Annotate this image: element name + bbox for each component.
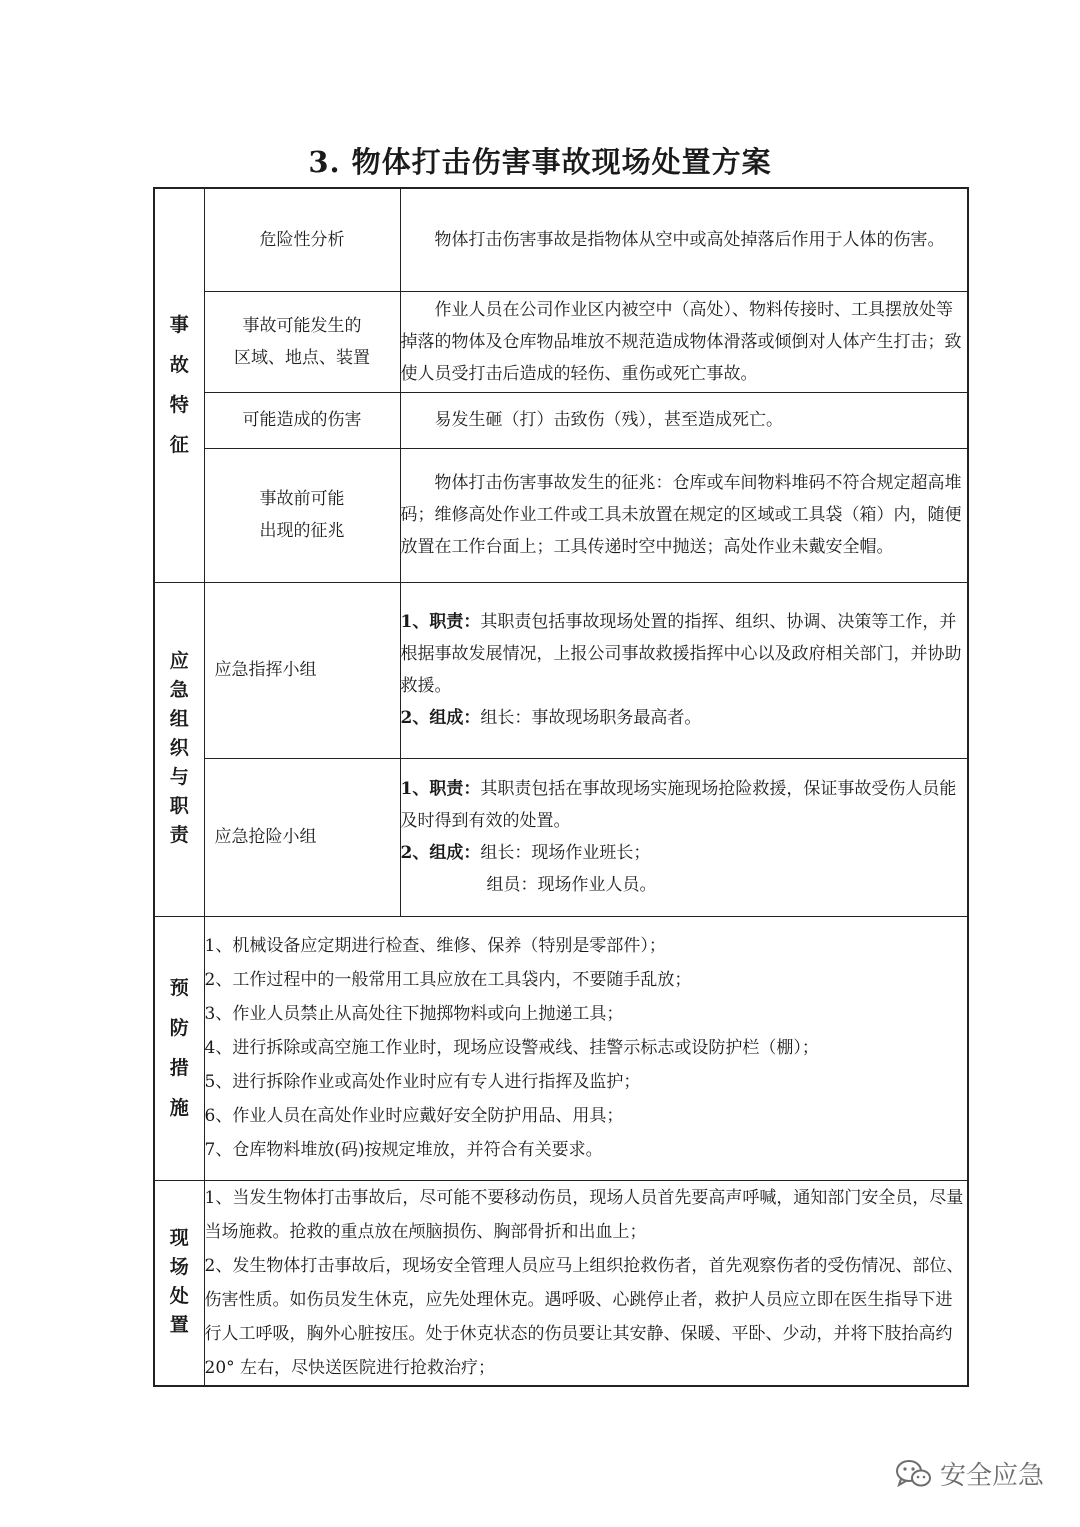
wechat-icon <box>894 1458 932 1490</box>
row-content-rescue-group: 1、职责：其职责包括在事故现场实施现场抢险救援，保证事故受伤人员能及时得到有效的处置。 2、组成：组长：现场作业班长； 组员：现场作业人员。 <box>400 758 968 916</box>
row-content-command-group: 1、职责：其职责包括事故现场处置的指挥、组织、协调、决策等工作，并根据事故发展情况，上报公司事故救援指挥中心以及政府相关部门，并协助救援。 2、组成：组长：事故现场职务最高者。 <box>400 582 968 758</box>
onsite-list <box>204 1180 968 1386</box>
section-header-onsite: 现场处置 <box>154 1180 204 1386</box>
row-label-command-group: 应急指挥小组 <box>204 582 400 758</box>
list-item: 2、工作过程中的一般常用工具应放在工具袋内，不要随手乱放； <box>204 970 692 990</box>
row-label-hazard-analysis: 危险性分析 <box>204 188 400 291</box>
list-item: 2、发生物体打击事故后，现场安全管理人员应马上组织抢救伤者，首先观察伤者的受伤情况、部位、伤害性质。如伤员发生休克，应先处理休克。遇呼吸、心跳停止者，救护人员应立即在医生指导下进行人工呼吸，胸外心脏按压。处于休克状态的伤员要让其安静、保暖、平卧、少动，并将下肢抬高约 20° 左右，尽快送医院进行抢救治疗； <box>204 1255 964 1378</box>
row-content-possible-area: 作业人员在公司作业区内被空中（高处）、物料传接时、工具摆放处等掉落的物体及仓库物品堆放不规范造成物体滑落或倾倒对人体产生打击；致使人员受打击后造成的轻伤、重伤或死亡事故。 <box>400 291 968 392</box>
table-row <box>154 392 968 448</box>
row-label-possible-injury: 可能造成的伤害 <box>204 392 400 448</box>
section-header-accident-features: 事故特征 <box>154 188 204 582</box>
section-header-prevention: 预防措施 <box>154 916 204 1180</box>
response-plan-table <box>153 187 969 1387</box>
list-item: 5、进行拆除作业或高处作业时应有专人进行指挥及监护； <box>204 1072 641 1092</box>
row-content-warning-signs: 物体打击伤害事故发生的征兆：仓库或车间物料堆码不符合规定超高堆码；维修高处作业工件或工具未放置在规定的区域或工具袋（箱）内，随便放置在工作台面上；工具传递时空中抛送；高处作业未戴安全帽。 <box>400 448 968 582</box>
list-item: 1、当发生物体打击事故后，尽可能不要移动伤员，现场人员首先要高声呼喊，通知部门安全员，尽量当场施救。抢救的重点放在颅脑损伤、胸部骨折和出血上； <box>204 1187 964 1242</box>
row-label-possible-area: 事故可能发生的 区域、地点、装置 <box>204 291 400 392</box>
table-row <box>154 448 968 582</box>
section-header-organization: 应急组织与职责 <box>154 582 204 916</box>
watermark-text: 安全应急 <box>939 1461 1044 1491</box>
table-row <box>154 188 968 291</box>
table-row <box>154 758 968 916</box>
table-row <box>154 582 968 758</box>
list-item: 1、机械设备应定期进行检查、维修、保养（特别是零部件）； <box>204 936 666 956</box>
table-row <box>154 1180 968 1386</box>
list-item: 7、仓库物料堆放(码)按规定堆放，并符合有关要求。 <box>204 1140 603 1160</box>
page-title: 3. 物体打击伤害事故现场处置方案 <box>308 145 772 179</box>
row-content-possible-injury: 易发生砸（打）击致伤（残），甚至造成死亡。 <box>400 392 968 448</box>
row-label-rescue-group: 应急抢险小组 <box>204 758 400 916</box>
list-item: 4、进行拆除或高空施工作业时，现场应设警戒线、挂警示标志或设防护栏（棚）； <box>204 1038 819 1058</box>
table-row <box>154 291 968 392</box>
prevention-list <box>204 916 968 1180</box>
row-label-warning-signs: 事故前可能 出现的征兆 <box>204 448 400 582</box>
watermark <box>894 1455 1044 1492</box>
list-item: 3、作业人员禁止从高处往下抛掷物料或向上抛递工具； <box>204 1004 624 1024</box>
list-item: 6、作业人员在高处作业时应戴好安全防护用品、用具； <box>204 1106 624 1126</box>
row-content-hazard-analysis: 物体打击伤害事故是指物体从空中或高处掉落后作用于人体的伤害。 <box>400 188 968 291</box>
table-row <box>154 916 968 1180</box>
